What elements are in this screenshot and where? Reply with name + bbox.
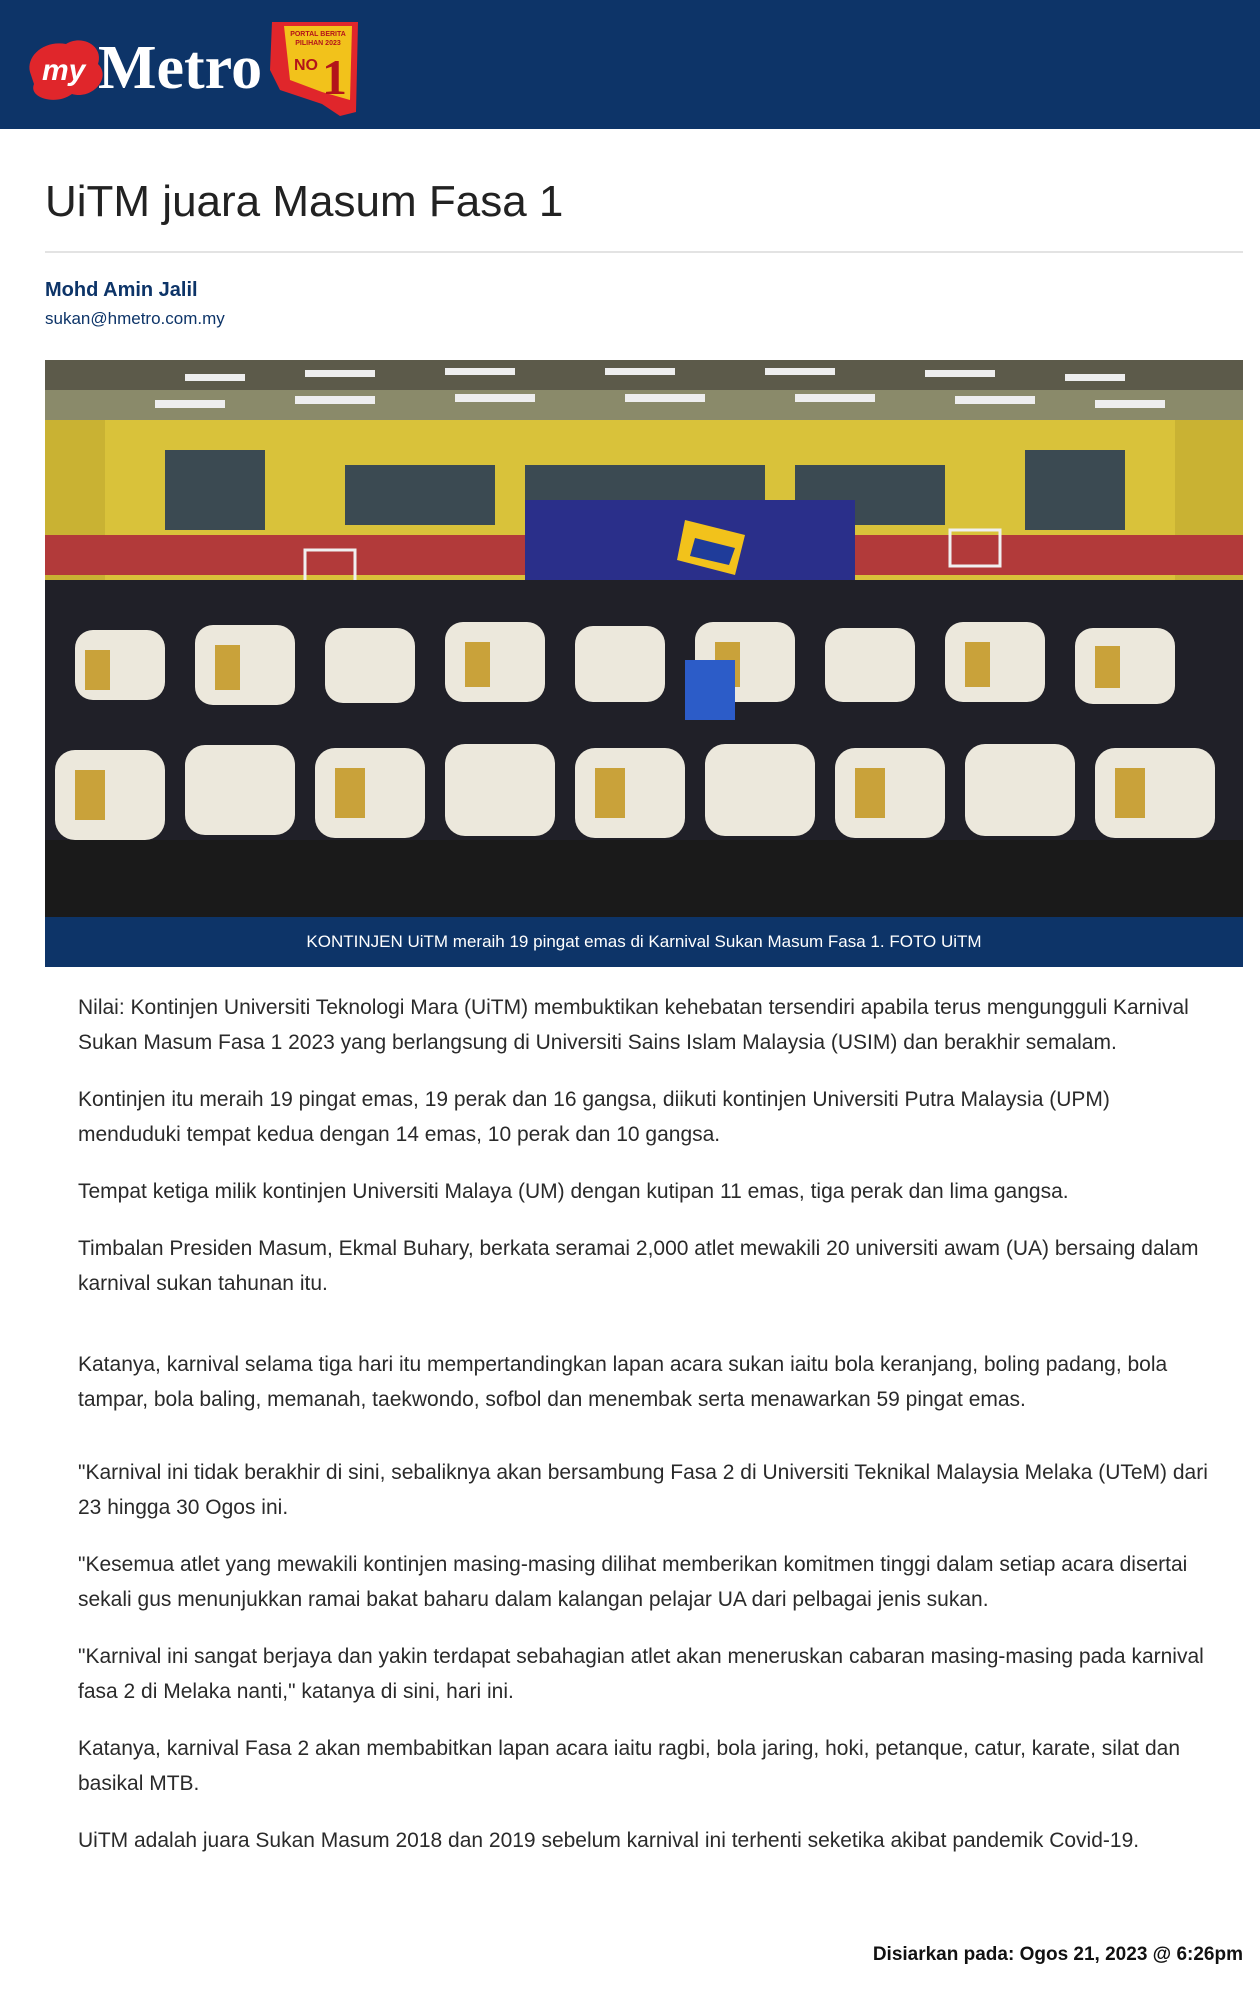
svg-text:NO: NO bbox=[294, 57, 318, 74]
site-header bbox=[0, 0, 1260, 129]
article-paragraph: "Karnival ini tidak berakhir di sini, sebaliknya akan bersambung Fasa 2 di Universiti Teknikal Malaysia Melaka (UTeM) dari 23 hingga 30 Ogos ini. bbox=[78, 1461, 1208, 1519]
article-paragraph: Kontinjen itu meraih 19 pingat emas, 19 perak dan 16 gangsa, diikuti kontinjen Universiti Putra Malaysia (UPM) menduduki tempat kedua dengan 14 emas, 10 perak dan 10 gangsa. bbox=[78, 1088, 1110, 1146]
article-paragraph: Nilai: Kontinjen Universiti Teknologi Mara (UiTM) membuktikan kehebatan tersendiri apabila terus mengungguli Karnival Sukan Masum Fasa 1 2023 yang berlangsung di Universiti Sains Islam Malaysia (USIM) dan berakhir semalam. bbox=[78, 996, 1189, 1054]
posted-date: Disiarkan pada: Ogos 21, 2023 @ 6:26pm bbox=[872, 1944, 1243, 1965]
article-paragraph: Katanya, karnival selama tiga hari itu mempertandingkan lapan acara sukan iaitu bola keranjang, boling padang, bola tampar, bola baling, memanah, taekwondo, sofbol dan menembak serta menawarkan 59 pingat emas. bbox=[78, 1353, 1168, 1411]
svg-text:PILIHAN 2023: PILIHAN 2023 bbox=[295, 40, 341, 47]
author-email[interactable]: sukan@hmetro.com.my bbox=[45, 309, 225, 328]
award-badge-icon bbox=[270, 22, 358, 116]
article-paragraph: "Karnival ini sangat berjaya dan yakin terdapat sebahagian atlet akan meneruskan cabaran masing-masing pada karnival fasa 2 di Melaka nanti," katanya di sini, hari ini. bbox=[78, 1645, 1204, 1703]
article-body bbox=[78, 990, 1210, 1880]
article-paragraph: "Kesemua atlet yang mewakili kontinjen masing-masing dilihat memberikan komitmen tinggi dalam setiap acara disertai sekali gus menunjukkan ramai bakat baharu dalam kalangan pelajar UA dari pelbagai jenis sukan. bbox=[78, 1553, 1188, 1611]
article-title: UiTM juara Masum Fasa 1 bbox=[45, 177, 564, 226]
article-photo bbox=[45, 360, 1243, 917]
svg-text:my: my bbox=[42, 54, 86, 87]
photo-caption: KONTINJEN UiTM meraih 19 pingat emas di Karnival Sukan Masum Fasa 1. FOTO UiTM bbox=[45, 917, 1243, 967]
svg-text:1: 1 bbox=[322, 49, 347, 105]
mymetro-logo[interactable] bbox=[22, 20, 362, 116]
title-divider bbox=[45, 251, 1243, 253]
article-paragraph: Tempat ketiga milik kontinjen Universiti Malaya (UM) dengan kutipan 11 emas, tiga perak dan lima gangsa. bbox=[78, 1180, 1069, 1203]
article-paragraph: Katanya, karnival Fasa 2 akan membabitkan lapan acara iaitu ragbi, bola jaring, hoki, petanque, catur, karate, silat dan basikal MTB. bbox=[78, 1737, 1180, 1795]
svg-text:PORTAL BERITA: PORTAL BERITA bbox=[290, 31, 346, 38]
article-paragraph: Timbalan Presiden Masum, Ekmal Buhary, berkata seramai 2,000 atlet mewakili 20 universiti awam (UA) bersaing dalam karnival sukan tahunan itu. bbox=[78, 1237, 1199, 1295]
svg-text:Metro: Metro bbox=[98, 34, 263, 102]
author-name[interactable]: Mohd Amin Jalil bbox=[45, 279, 198, 301]
article-paragraph: UiTM adalah juara Sukan Masum 2018 dan 2019 sebelum karnival ini terhenti seketika akibat pandemik Covid-19. bbox=[78, 1829, 1140, 1852]
